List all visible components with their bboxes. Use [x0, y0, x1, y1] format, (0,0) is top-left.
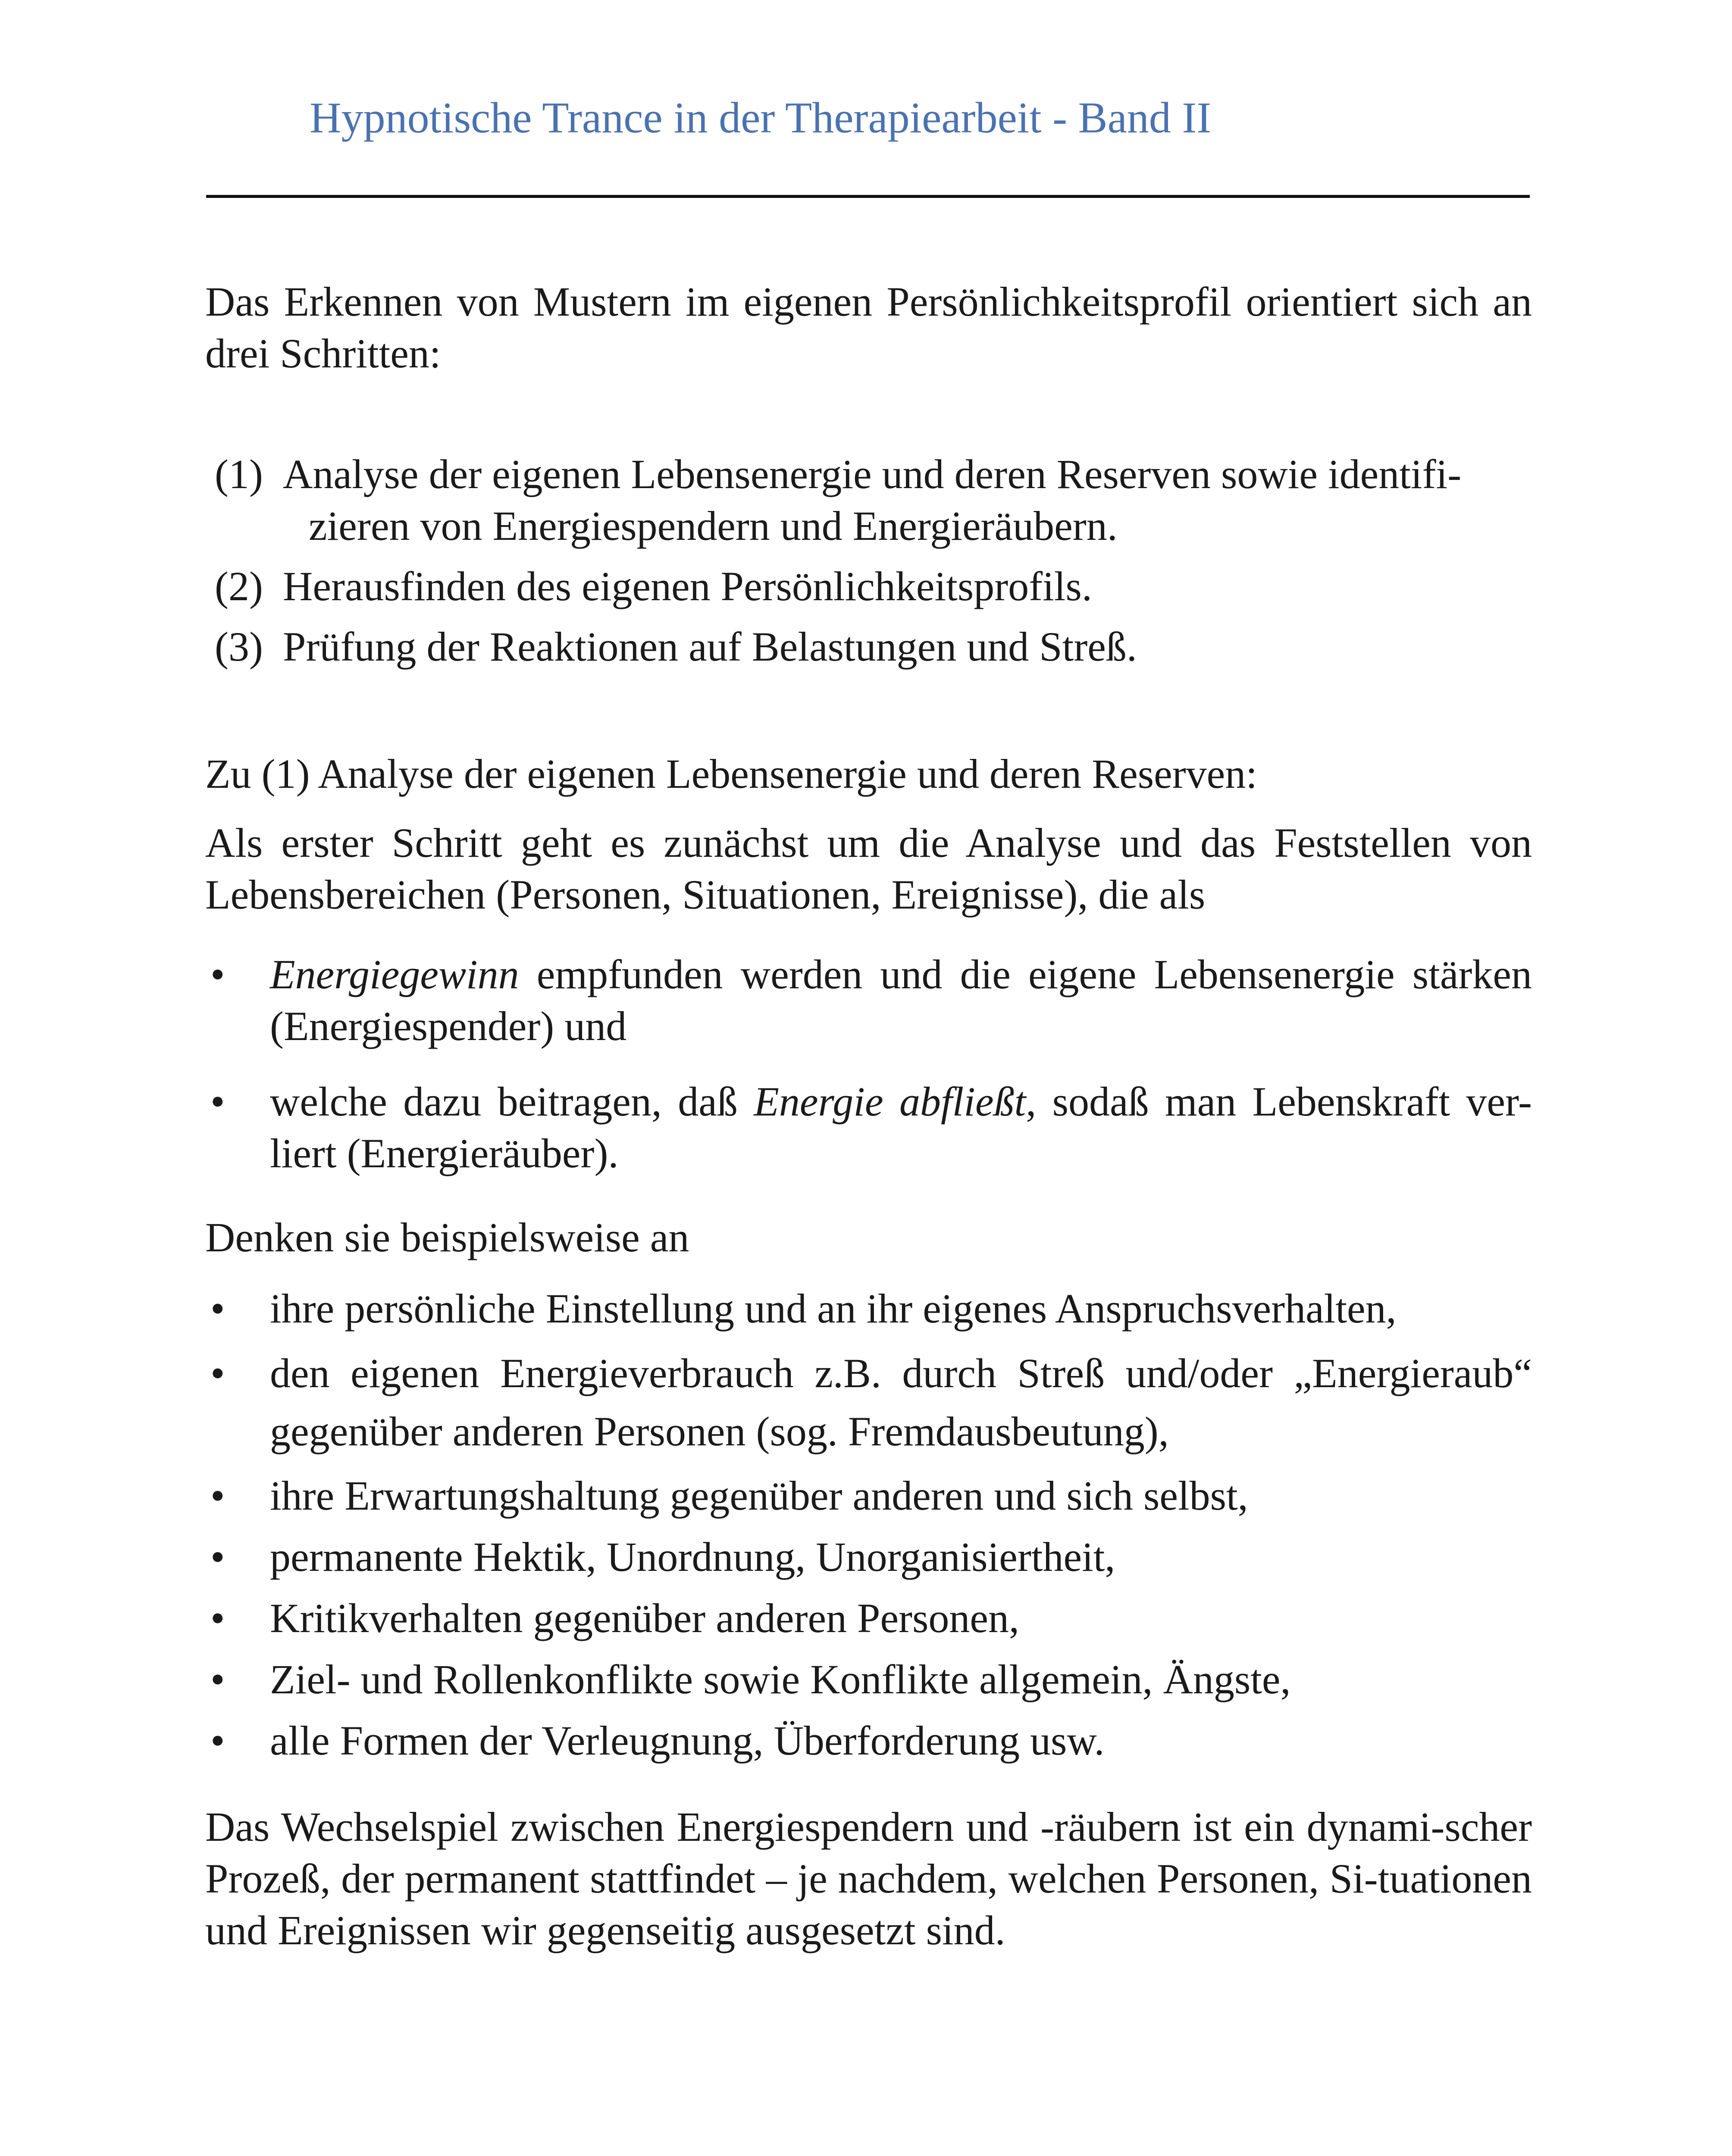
examples-intro: Denken sie beispielsweise an	[205, 1214, 689, 1260]
step-text-continuation: zieren von Energiespendern und Energieräubern.	[309, 503, 1118, 549]
step-item	[205, 561, 1532, 612]
bullet-text: Kritikverhalten gegenüber anderen Personen,	[270, 1595, 1019, 1641]
bullet-text: Ziel- und Rollenkonflikte sowie Konflikte allgemein, Ängste,	[270, 1656, 1291, 1702]
bullet-item	[205, 1470, 1532, 1522]
bullet-text: alle Formen der Verleugnung, Überforderung usw.	[270, 1717, 1105, 1764]
bullet-item	[205, 1283, 1532, 1335]
step-number: (3)	[215, 624, 263, 670]
steps-list	[205, 448, 1532, 673]
bullet-text: den eigenen Energieverbrauch z.B. durch Streß und/oder „Energieraub“ gegenüber anderen Personen (sog. Fremdausbeutung),	[270, 1350, 1532, 1454]
energy-bullet-list	[205, 949, 1532, 1179]
step-text: Herausfinden des eigenen Persönlichkeitsprofils.	[283, 563, 1092, 609]
bullet-icon: •	[210, 1717, 225, 1764]
bullet-item	[205, 1076, 1532, 1179]
running-header: Hypnotische Trance in der Therapiearbeit - Band II	[310, 94, 1212, 142]
bullet-item	[205, 1715, 1532, 1767]
header-rule	[206, 195, 1530, 198]
bullet-text: ihre persönliche Einstellung und an ihr eigenes Anspruchsverhalten,	[270, 1285, 1397, 1332]
emphasis-text: Energie abfließt	[754, 1078, 1026, 1125]
bullet-icon: •	[210, 1285, 225, 1332]
emphasis-text: Energiegewinn	[270, 951, 519, 997]
step-number: (1)	[215, 451, 263, 497]
bullet-icon: •	[210, 1350, 225, 1396]
step-text: Analyse der eigenen Lebensenergie und deren Reserven sowie identifi-	[283, 451, 1462, 497]
closing-paragraph: Das Wechselspiel zwischen Energiespendern und -räubern ist ein dynami-scher Prozeß, der permanent stattfindet – je nachdem, welchen Personen, Si-tuationen und Ereignissen wir gegenseitig ausgesetzt sind.	[205, 1804, 1532, 1953]
intro-paragraph: Das Erkennen von Mustern im eigenen Persönlichkeitsprofil orientiert sich an drei Schritten:	[205, 279, 1532, 376]
step-item	[205, 448, 1532, 552]
bullet-item	[205, 949, 1532, 1052]
step-number: (2)	[215, 563, 263, 609]
body-text	[205, 276, 1532, 1956]
bullet-text: empfunden werden und die eigene Lebensenergie stärken (Energiespender) und	[270, 951, 1532, 1049]
bullet-icon: •	[210, 1078, 225, 1125]
bullet-icon: •	[210, 951, 225, 997]
analysis-paragraph: Als erster Schritt geht es zunächst um die Analyse und das Feststellen von Lebensbereichen (Personen, Situationen, Ereignisse), die als	[205, 820, 1532, 918]
bullet-icon: •	[210, 1656, 225, 1702]
bullet-icon: •	[210, 1595, 225, 1641]
bullet-text: ihre Erwartungshaltung gegenüber anderen und sich selbst,	[270, 1473, 1248, 1519]
bullet-icon: •	[210, 1534, 225, 1580]
bullet-text: welche dazu beitragen, daß	[270, 1078, 754, 1125]
bullet-item	[205, 1592, 1532, 1644]
step-text: Prüfung der Reaktionen auf Belastungen und Streß.	[283, 624, 1137, 670]
bullet-item	[205, 1654, 1532, 1705]
examples-bullet-list	[205, 1283, 1532, 1767]
bullet-text: permanente Hektik, Unordnung, Unorganisiertheit,	[270, 1534, 1115, 1580]
bullet-item	[205, 1344, 1532, 1460]
step-item	[205, 621, 1532, 673]
section-subheading: Zu (1) Analyse der eigenen Lebensenergie und deren Reserven:	[205, 751, 1257, 797]
bullet-text: , sodaß man Lebenskraft ver-liert (Energieräuber).	[270, 1078, 1532, 1176]
bullet-item	[205, 1531, 1532, 1583]
bullet-icon: •	[210, 1473, 225, 1519]
